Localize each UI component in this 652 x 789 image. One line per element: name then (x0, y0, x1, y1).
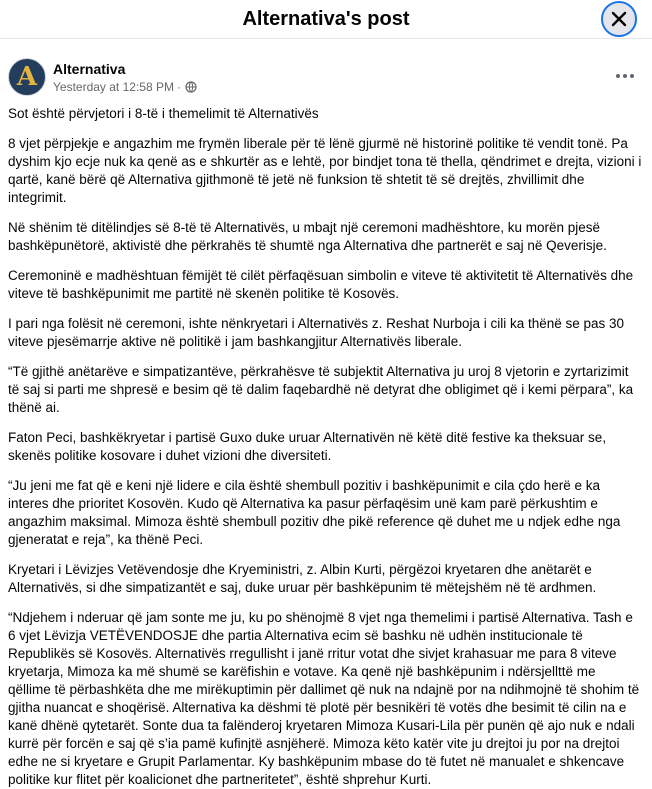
post-timestamp[interactable]: Yesterday at 12:58 PM (53, 80, 174, 94)
post-meta (53, 80, 197, 94)
post-paragraph: Sot është përvjetori i 8-të i themelimit të Alternativës (8, 106, 319, 121)
dialog-title: Alternativa's post (242, 8, 410, 30)
post-body (8, 105, 642, 789)
avatar-logo-letter: A (16, 62, 38, 92)
globe-icon (185, 81, 197, 93)
post-paragraph: I pari nga folësit në ceremoni, ishte nënkryetari i Alternativës z. Reshat Nurboja i cili ka thënë se pas 30 viteve pjesëmarrje aktive në politikë i jam bashkangjitur Alternativës liberale. (8, 316, 625, 349)
post-paragraph: 8 vjet përpjekje e angazhim me frymën liberale për të lënë gjurmë në historinë politike të vendit tonë. Pa dyshim kjo ecje nuk ka qenë as e shkurtër as e lehtë, por bindjet tona të thella, qëndrimet e drejta, vizioni i qartë, kanë bërë që Alternativa gjithmonë të jetë në funksion të shtetit të së drejtës, zhvillimit dhe integrimit. (8, 136, 642, 205)
post-paragraph: “Të gjithë anëtarëve e simpatizantëve, përkrahësve të subjektit Alternativa ju uroj 8 vjetorin e zyrtarizimit të saj si parti me shpresë e besim që të dalim faqebardhë në detyrat dhe obligimet që i kemi përpara”, ka thënë ai. (8, 364, 634, 415)
post-paragraph: Faton Peci, bashkëkryetar i partisë Guxo duke uruar Alternativën në këtë ditë festive ka theksuar se, skenës politike kosovare i duhet vizioni dhe diversiteti. (8, 430, 607, 463)
dot (616, 74, 620, 78)
close-button[interactable] (601, 1, 637, 37)
post-paragraph: “Ndjehem i nderuar që jam sonte me ju, ku po shënojmë 8 vjet nga themelimi i partisë Alternativa. Tash e 6 vjet Lëvizja VETËVENDOSJE dhe partia Alternativa ecim së bashku në udhën institucionale të Republikës së Kosovës. Alternativës rregullisht i janë rritur votat dhe sivjet krahasuar me para 8 viteve kryetarja, Mimoza ka më shumë se karëfishin e votave. Ka qenë një bashkëpunim i ndërsjellttë me qëllime të përbashkëta dhe me mirëkuptimin për dallimet që nuk na ndajnë por na ndihmojnë të shohim të gjitha nuancat e shoqërisë. Alternativa ka dëshmi të plotë për besnikëri të votës dhe besimit të cilin na e kanë dhënë qytetarët. Sonte dua ta falënderoj kryetaren Mimoza Kusari-Lila për punën që ajo nuk e ndali kurrë për forcën e saj që s’ia pamë kufinjtë asnjëherë. Mimoza këto katër vite ju drejtoi ju por na drejtoi edhe ne si kryetare e Grupit Parlamentar. Ky bashkëpunim mbase do të futet në manualet e shkencave politike kur flitet për koalicionet dhe partneritetet”, është shprehur Kurti. (8, 610, 640, 787)
post-paragraph: Kryetari i Lëvizjes Vetëvendosje dhe Kryeministri, z. Albin Kurti, përgëzoi kryetaren dhe anëtarët e Alternativës, si dhe simpatizantët e saj, duke uruar për bashkëpunim të mëtejshëm në të ardhmen. (8, 562, 597, 595)
close-icon (611, 11, 627, 27)
meta-separator: · (176, 80, 181, 94)
post-paragraph: Ceremoninë e madhështuan fëmijët të cilët përfaqësuan simbolin e viteve të aktivitetit të Alternativës dhe viteve të bashkëpunimit me partitë në skenën politike të Kosovës. (8, 268, 634, 301)
post-paragraph: “Ju jeni me fat që e keni një lidere e cila është shembull pozitiv i bashkëpunimit e cila çdo herë e ka interes dhe prioritet Kosovën. Kudo që Alternativa ka pasur përfaqësim unë kam parë përkushtim e angazhim maksimal. Mimoza është shembull pozitiv dhe pikë reference që duhet me u ndjek edhe nga gjeneratat e reja”, ka thënë Peci. (8, 478, 621, 547)
post-paragraph: Në shënim të ditëlindjes së 8-të të Alternativës, u mbajt një ceremoni madhështore, ku morën pjesë bashkëpunëtorë, aktivistë dhe përkrahës të shumtë nga Alternativa dhe partnerët e saj në Qeverisje. (8, 220, 607, 253)
more-options-button[interactable] (611, 64, 639, 88)
dot (630, 74, 634, 78)
dot (623, 74, 627, 78)
post-header (8, 58, 644, 98)
post-author[interactable]: Alternativa (53, 61, 126, 77)
post-dialog-header (0, 0, 652, 39)
avatar[interactable] (8, 58, 46, 96)
